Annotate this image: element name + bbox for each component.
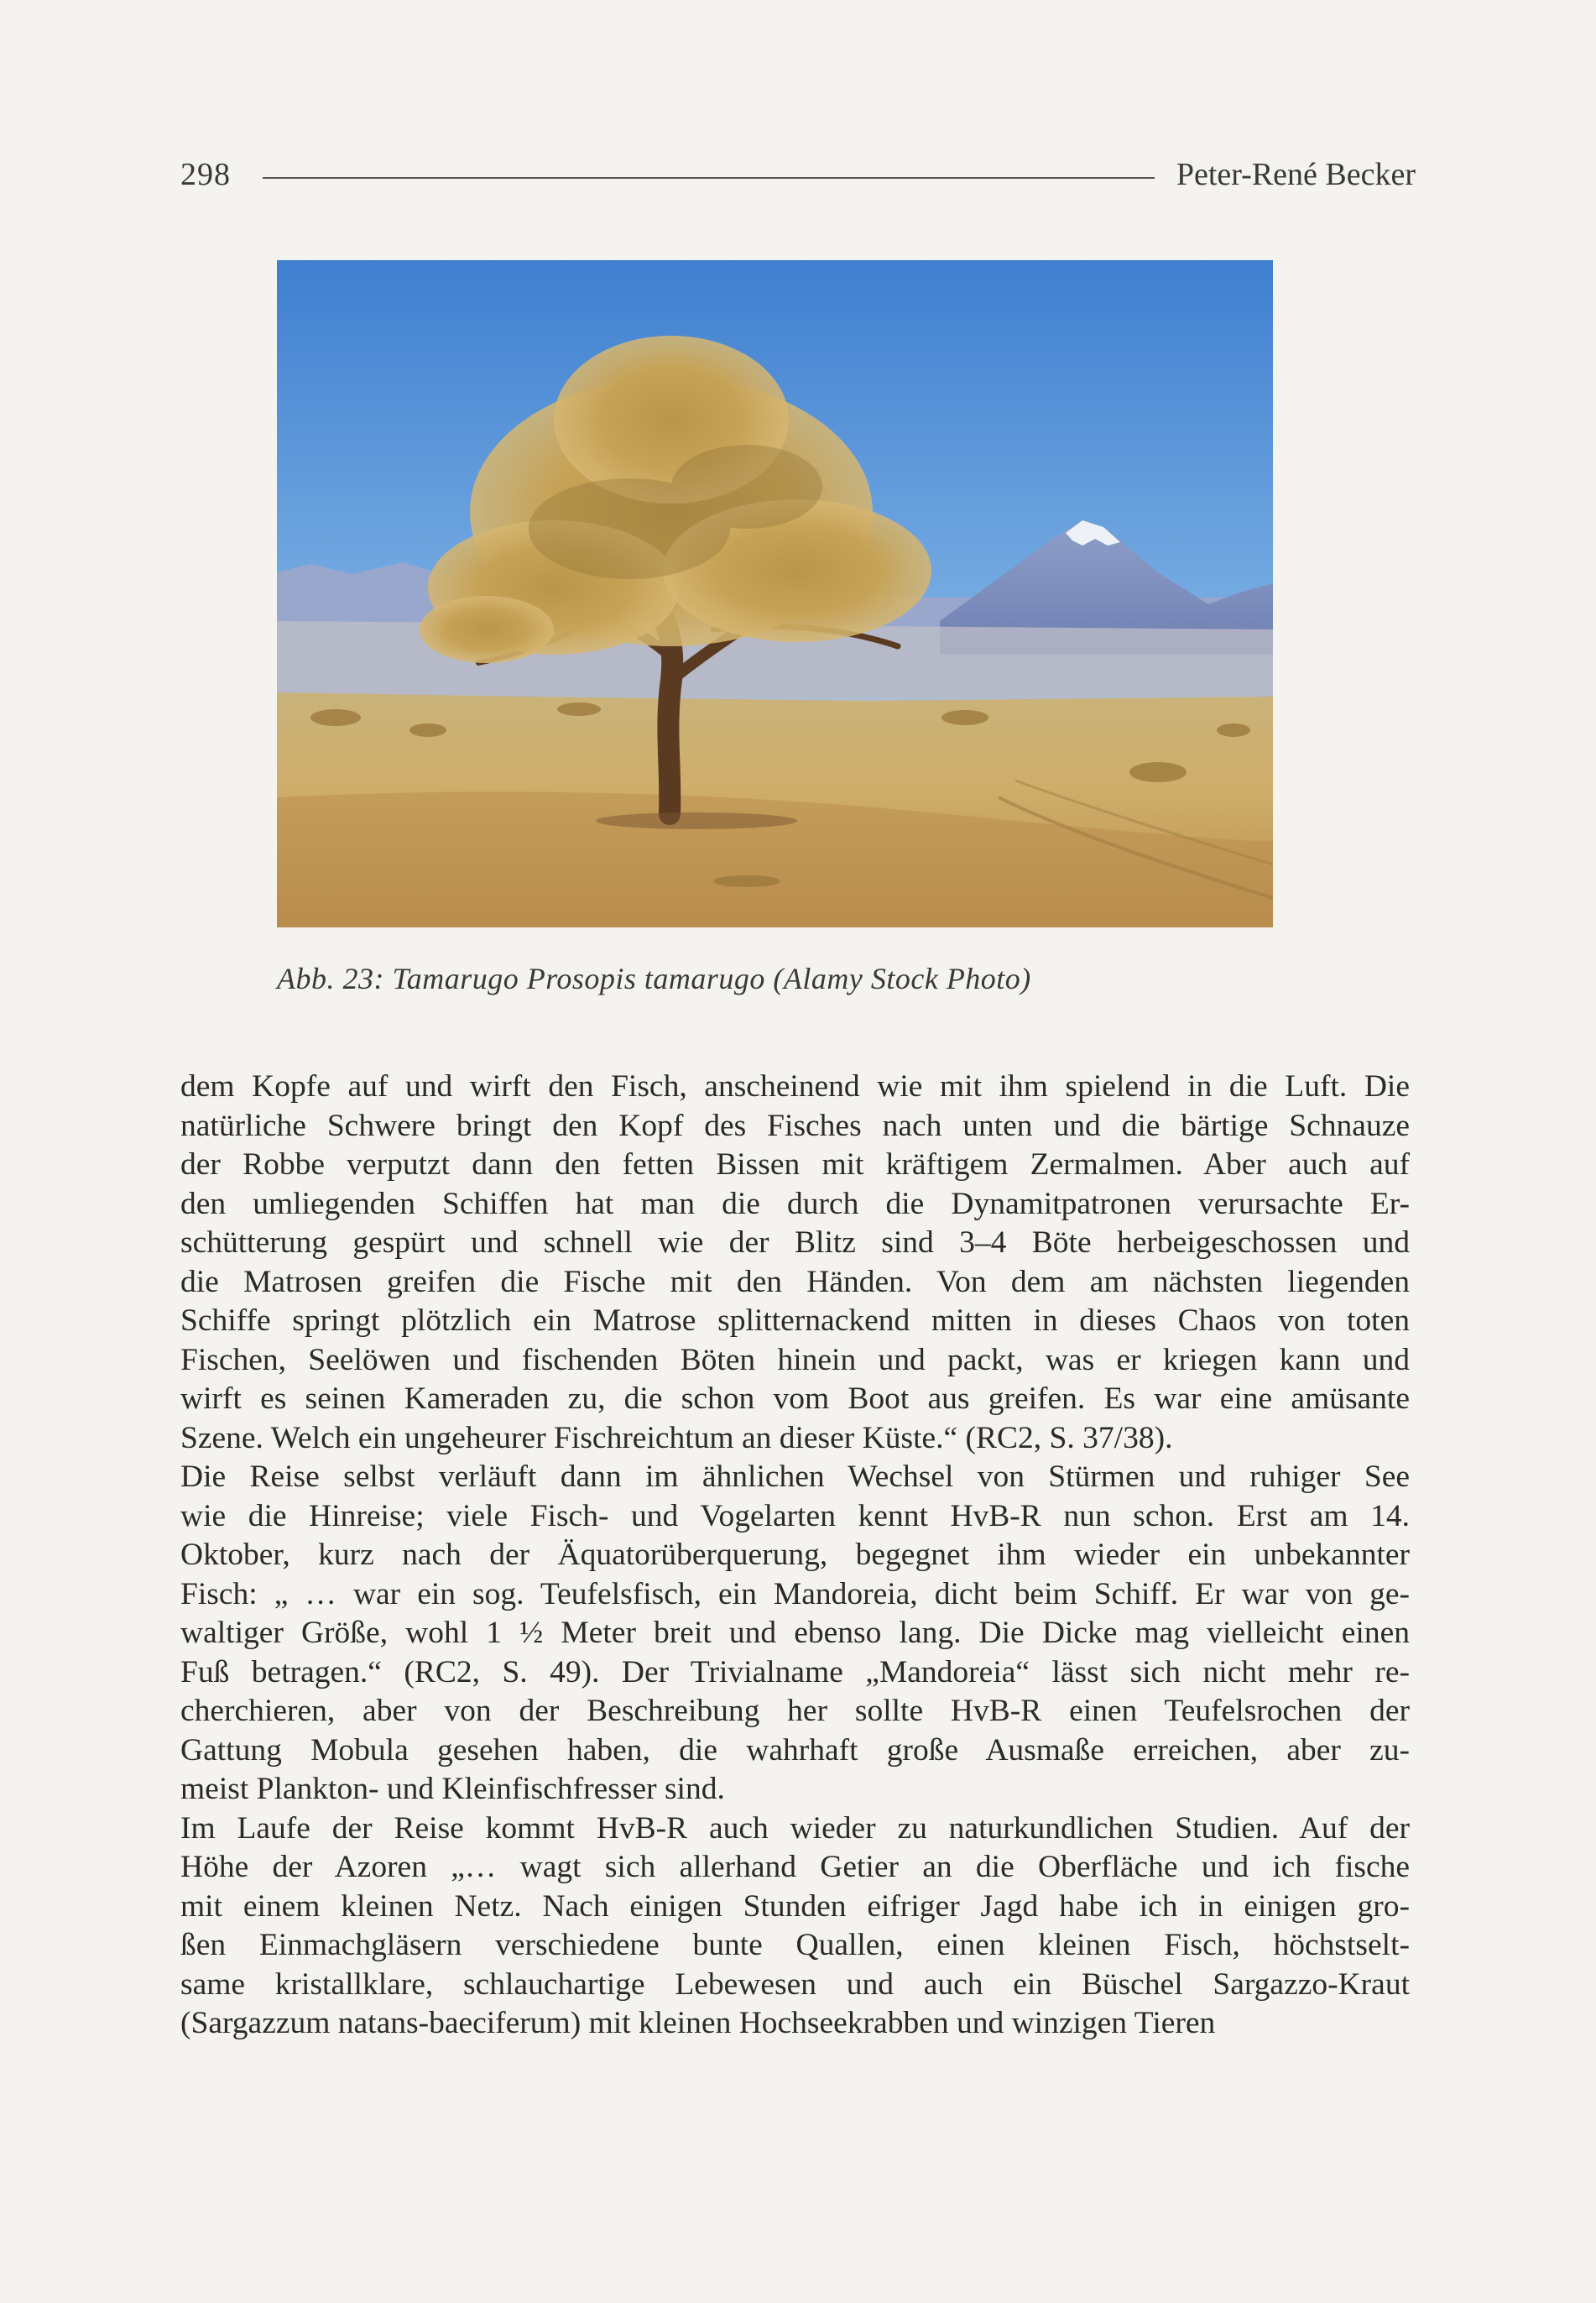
text-line: waltiger Größe, wohl 1 ½ Meter breit und ebenso lang. Die Dicke mag vielleicht einen bbox=[180, 1616, 1410, 1650]
tree-photograph bbox=[277, 260, 1273, 927]
page-number: 298 bbox=[180, 157, 231, 192]
text-line: Gattung Mobula gesehen haben, die wahrhaft große Ausmaße erreichen, aber zu- bbox=[180, 1732, 1410, 1768]
text-line: meist Plankton- und Kleinfischfresser sind. bbox=[180, 1772, 725, 1806]
text-line: dem Kopfe auf und wirft den Fisch, anscheinend wie mit ihm spielend in die Luft. Die bbox=[180, 1069, 1410, 1104]
text-line: den umliegenden Schiffen hat man die durch die Dynamitpatronen verursachte Er- bbox=[180, 1186, 1410, 1221]
text-line: same kristallklare, schlauchartige Lebewesen und auch ein Büschel Sargazzo-Kraut bbox=[180, 1966, 1410, 2002]
text-line: Im Laufe der Reise kommt HvB-R auch wieder zu naturkundlichen Studien. Auf der bbox=[180, 1810, 1410, 1846]
body-text bbox=[180, 1068, 1410, 2044]
text-line: Fisch: „ … war ein sog. Teufelsfisch, ein Mandoreia, dicht beim Schiff. Er war von ge- bbox=[180, 1576, 1410, 1611]
text-line: Fuß betragen.“ (RC2, S. 49). Der Trivialname „Mandoreia“ lässt sich nicht mehr re- bbox=[180, 1654, 1410, 1689]
text-line: Die Reise selbst verläuft dann im ähnlichen Wechsel von Stürmen und ruhiger See bbox=[180, 1460, 1410, 1494]
text-line: Oktober, kurz nach der Äquatorüberquerung, begegnet ihm wieder ein unbekannter bbox=[180, 1538, 1410, 1572]
text-line: cherchieren, aber von der Beschreibung her sollte HvB-R einen Teufelsrochen der bbox=[180, 1694, 1410, 1728]
text-line: Höhe der Azoren „… wagt sich allerhand Getier an die Oberfläche und ich fische bbox=[180, 1850, 1410, 1884]
text-line: Szene. Welch ein ungeheurer Fischreichtum an dieser Küste.“ (RC2, S. 37/38). bbox=[180, 1420, 1173, 1455]
text-line: Schiffe springt plötzlich ein Matrose splitternackend mitten in dieses Chaos von toten bbox=[180, 1303, 1410, 1338]
running-head-author: Peter-René Becker bbox=[1176, 157, 1416, 192]
text-line: schütterung gespürt und schnell wie der Blitz sind 3–4 Böte herbeigeschossen und bbox=[180, 1225, 1410, 1260]
header-rule bbox=[263, 177, 1155, 179]
text-line: ßen Einmachgläsern verschiedene bunte Quallen, einen kleinen Fisch, höchstselt- bbox=[180, 1928, 1410, 1962]
text-line: natürliche Schwere bringt den Kopf des Fisches nach unten und die bärtige Schnauze bbox=[180, 1108, 1410, 1143]
text-line: der Robbe verputzt dann den fetten Bissen mit kräftigem Zermalmen. Aber auch auf bbox=[180, 1147, 1410, 1182]
text-line: wie die Hinreise; viele Fisch- und Vogelarten kennt HvB-R nun schon. Erst am 14. bbox=[180, 1498, 1410, 1533]
figure-caption: Abb. 23: Tamarugo Prosopis tamarugo (Alamy Stock Photo) bbox=[277, 962, 1031, 995]
page-header bbox=[180, 149, 1416, 200]
text-line: mit einem kleinen Netz. Nach einigen Stunden eifriger Jagd habe ich in einigen gro- bbox=[180, 1888, 1410, 1924]
text-line: Fischen, Seelöwen und fischenden Böten hinein und packt, was er kriegen kann und bbox=[180, 1342, 1410, 1377]
text-line: die Matrosen greifen die Fische mit den Händen. Von dem am nächsten liegenden bbox=[180, 1264, 1410, 1299]
photo-illustration bbox=[277, 260, 1273, 927]
text-line: (Sargazzum natans-baeciferum) mit kleinen Hochseekrabben und winzigen Tieren bbox=[180, 2006, 1216, 2040]
text-line: wirft es seinen Kameraden zu, die schon vom Boot aus greifen. Es war eine amüsante bbox=[180, 1381, 1410, 1416]
